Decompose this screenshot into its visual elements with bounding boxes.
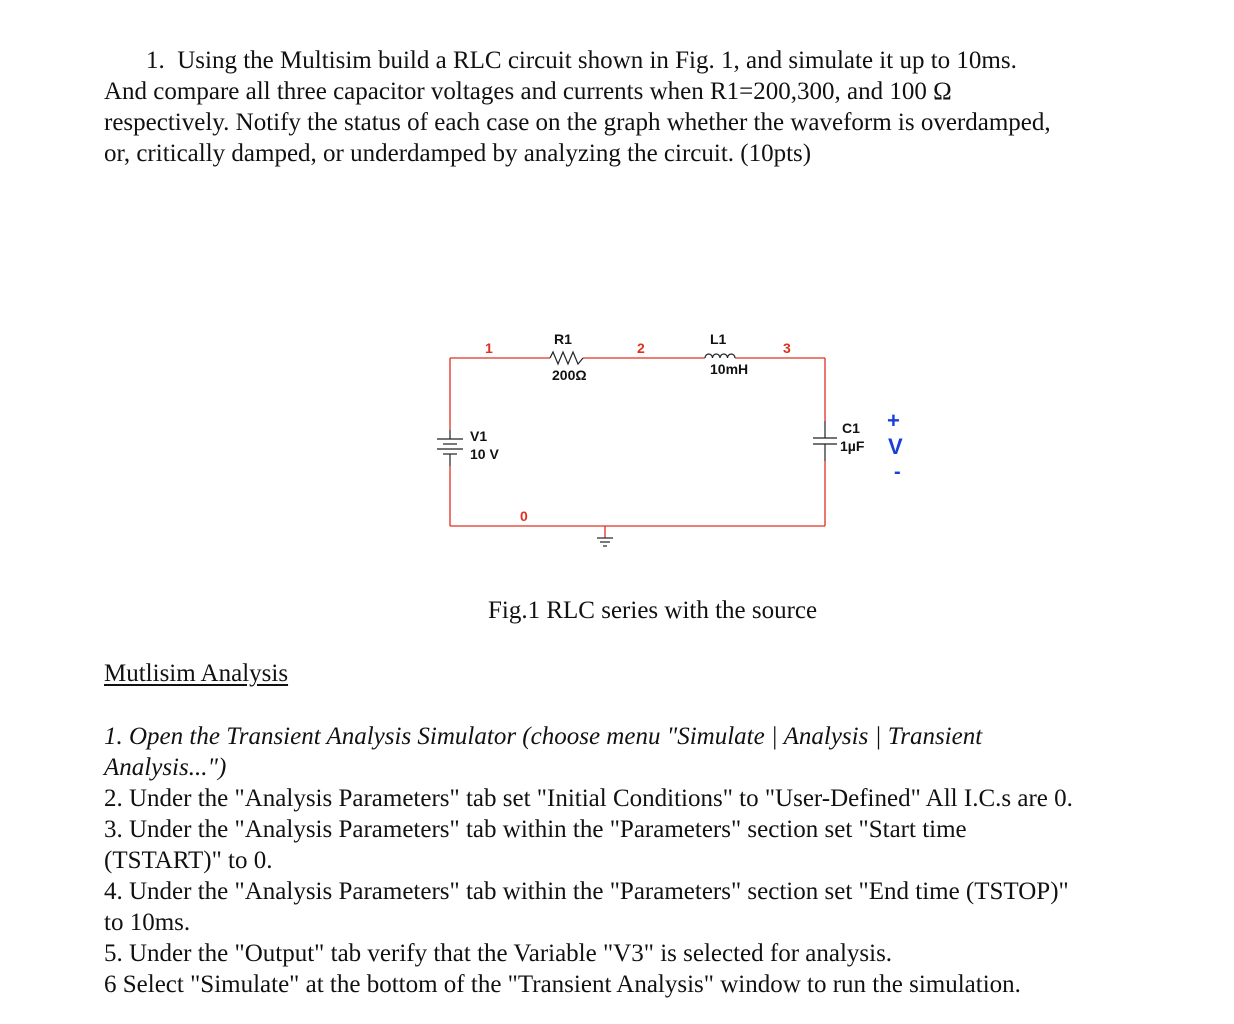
problem-number: 1. bbox=[146, 47, 165, 74]
node-label-0: 0 bbox=[520, 508, 528, 524]
probe-voltage-label: V bbox=[888, 434, 903, 459]
l1-name-label: L1 bbox=[710, 331, 727, 347]
v1-value-label: 10 V bbox=[470, 446, 499, 462]
c1-value-label: 1µF bbox=[840, 438, 865, 454]
circuit-wires bbox=[450, 358, 825, 538]
step-6: 6 Select "Simulate" at the bottom of the "Transient Analysis" window to run the simulation. bbox=[104, 971, 1021, 998]
step-3-line-2: (TSTART)" to 0. bbox=[104, 847, 273, 874]
problem-line-1 bbox=[104, 45, 1164, 76]
problem-text-1: Using the Multisim build a RLC circuit shown in Fig. 1, and simulate it up to 10ms. bbox=[177, 47, 1017, 74]
l1-inductor-symbol bbox=[705, 354, 735, 358]
node-label-2: 2 bbox=[637, 340, 645, 356]
r1-value-label: 200Ω bbox=[552, 367, 587, 383]
step-4-line-2: to 10ms. bbox=[104, 909, 191, 936]
step-1-line-2: Analysis...") bbox=[104, 754, 227, 781]
step-2: 2. Under the "Analysis Parameters" tab set "Initial Conditions" to "User-Defined" All I.C.s are 0. bbox=[104, 785, 1073, 812]
analysis-steps bbox=[104, 721, 1184, 1000]
c1-name-label: C1 bbox=[842, 420, 860, 436]
v1-battery-symbol bbox=[437, 430, 463, 466]
figure-caption: Fig.1 RLC series with the source bbox=[488, 597, 818, 624]
problem-line-4: or, critically damped, or underdamped by analyzing the circuit. (10pts) bbox=[104, 140, 812, 167]
problem-line-2: And compare all three capacitor voltages and currents when R1=200,300, and 100 Ω bbox=[104, 78, 952, 105]
rlc-circuit-diagram bbox=[415, 318, 915, 558]
section-heading: Mutlisim Analysis bbox=[104, 660, 289, 687]
r1-name-label: R1 bbox=[554, 331, 572, 347]
c1-capacitor-symbol bbox=[813, 421, 837, 461]
problem-line-3: respectively. Notify the status of each case on the graph whether the waveform is overdamped, bbox=[104, 109, 1051, 136]
step-3-line-1: 3. Under the "Analysis Parameters" tab within the "Parameters" section set "Start time bbox=[104, 816, 967, 843]
probe-plus-sign: + bbox=[887, 408, 900, 433]
step-5: 5. Under the "Output" tab verify that the Variable "V3" is selected for analysis. bbox=[104, 940, 893, 967]
step-4-line-1: 4. Under the "Analysis Parameters" tab within the "Parameters" section set "End time (TSTOP)" bbox=[104, 878, 1069, 905]
step-1-line-1: 1. Open the Transient Analysis Simulator (choose menu "Simulate | Analysis | Transient bbox=[104, 723, 983, 750]
probe-minus-sign: - bbox=[894, 461, 901, 483]
v1-name-label: V1 bbox=[470, 428, 488, 444]
ground-icon bbox=[597, 538, 613, 546]
problem-statement bbox=[104, 45, 1164, 169]
l1-value-label: 10mH bbox=[710, 361, 749, 377]
node-label-3: 3 bbox=[783, 340, 791, 356]
node-label-1: 1 bbox=[485, 340, 493, 356]
r1-resistor-symbol bbox=[550, 352, 583, 364]
